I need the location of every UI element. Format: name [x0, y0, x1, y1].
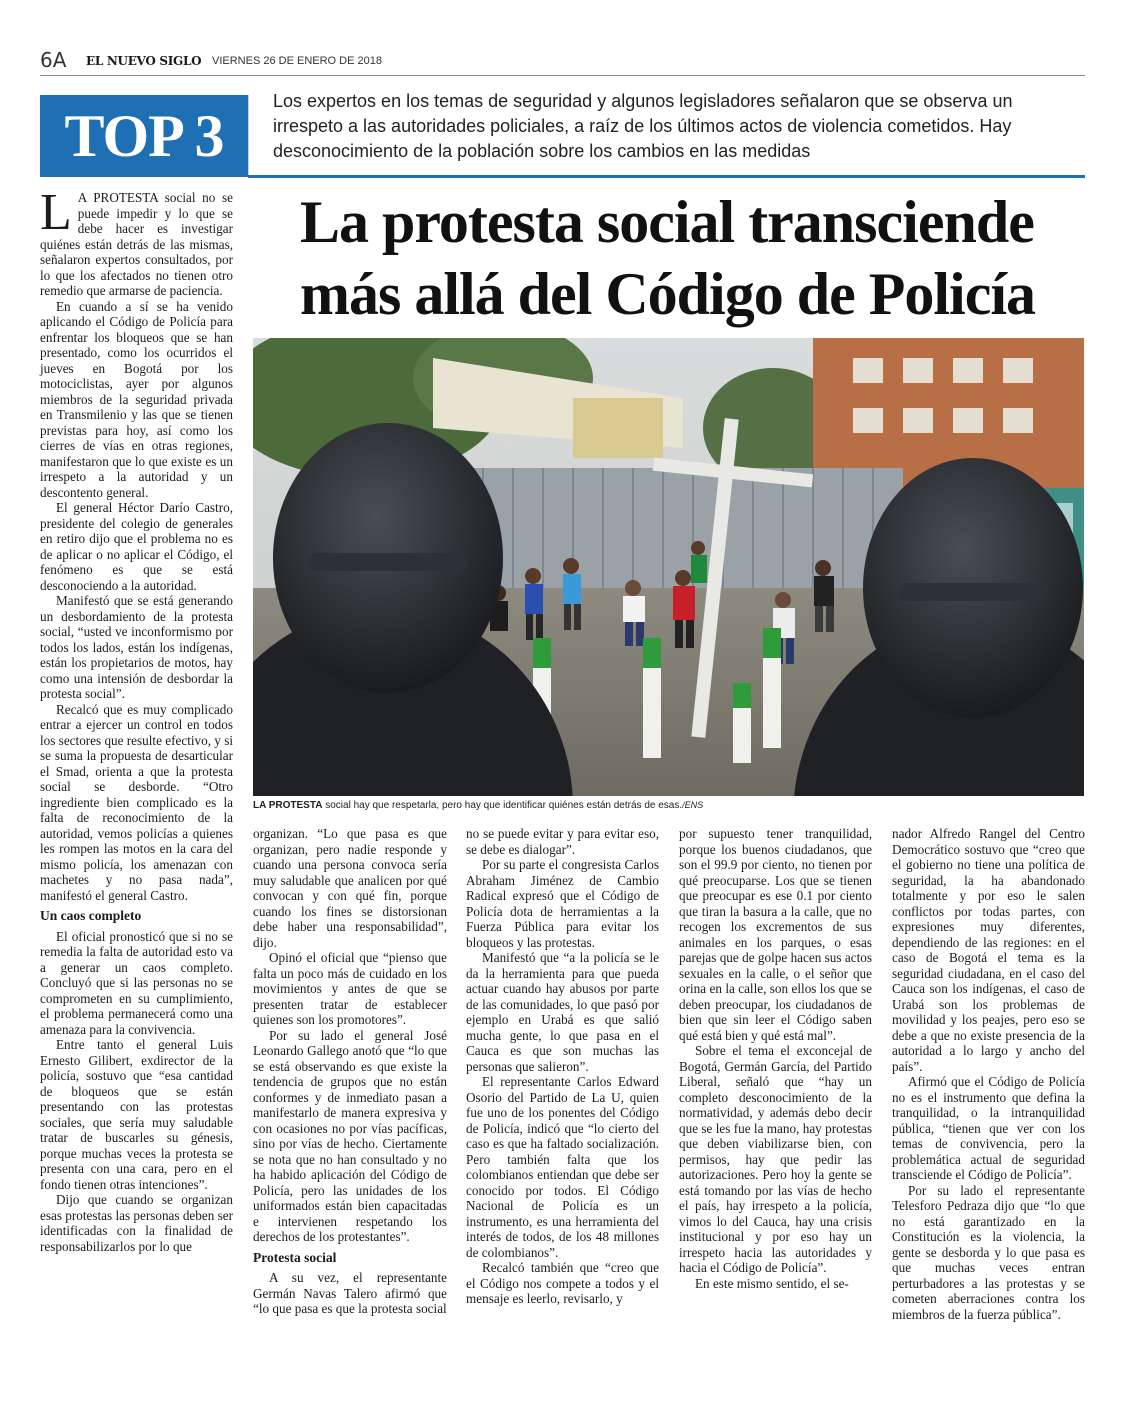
section-label: TOP 3 — [40, 95, 248, 177]
article-paragraph: El general Héctor Darío Castro, presidente del colegio de generales en retiro dijo que el problema no es de aplicar o no aplicar el Código, el fenómeno es que se está desconociendo a la autoridad. — [40, 500, 233, 593]
article-lead-paragraph: L A PROTESTA social no se puede impedir y lo que se debe hacer es investigar quiénes están detrás de las mismas, señalaron expertos consultados, por lo que los afectados no tienen otro remedio que armarse de paciencia. — [40, 184, 233, 298]
article-paragraph: Sobre el tema el exconcejal de Bogotá, Germán García, del Partido Liberal, señaló que “hay un completo desconocimiento de la normatividad, y además debo decir que se les fue la mano, hay protestas que deben viabilizarse bien, con permisos, hay que pedir las autorizaciones. Pero hoy la gente se está tomando por las vías de hecho el país, hay irrespeto a la policía, vimos lo del Cauca, hay una crisis institucional y por eso hay un irrespeto hacia las autoridades y hacia el Código de Policía”. — [679, 1043, 872, 1275]
article-paragraph: Por su lado el representante Telesforo Pedraza dijo que “lo que no está garantizado en la Constitución es la violencia, la gente se desborda y lo que pasa es que muchas veces entran perturbadores a las protestas y se cometen aberraciones contra los miembros de la fuerza pública”. — [892, 1182, 1085, 1322]
issue-date: VIERNES 26 DE ENERO DE 2018 — [212, 55, 382, 67]
headline-line-2: más allá del Código de Policía — [300, 261, 1035, 327]
article-paragraph: Dijo que cuando se organizan esas protestas las personas deben ser identificadas con la finalidad de responsabilizarlos por lo que — [40, 1192, 233, 1254]
article-paragraph: Recalcó que es muy complicado entrar a ejercer un control en todos los sectores que resulte efectivo, y si se suma la propuesta de desarticular el Smad, orienta a que la protesta social se desborde. “Otro ingrediente bien complicado es la falta de reconocimiento de la autoridad, vemos policías a quienes les rompen las motos en la cara del mismo policía, los amenazan con machetes y no pasa nada”, manifestó el general Castro. — [40, 701, 233, 903]
article-paragraph: A su vez, el representante Germán Navas Talero afirmó que “lo que pasa es que la protesta social — [253, 1270, 447, 1316]
article-paragraph: Manifestó que “a la policía se le da la herramienta para que pueda actuar cuando hay abusos por parte de las comunidades, lo que pasó por ejemplo en Urabá es que salió mucha gente, lo que pasa en el Cauca es que son muchas las personas que salieron”. — [466, 950, 659, 1074]
article-paragraph: Por su parte el congresista Carlos Abraham Jiménez de Cambio Radical expresó que el Código de Policía dota de herramientas a la Fuerza Pública para evitar los bloqueos y las protestas. — [466, 857, 659, 950]
article-column-4 — [679, 826, 872, 1291]
kicker-divider — [248, 95, 249, 177]
drop-cap: L — [40, 184, 72, 241]
article-paragraph: En cuando a sí se ha venido aplicando el Código de Policía para enfrentar los bloqueos que se han presentado, como los ocurridos el jueves en Bogotá por los motociclistas, ayer por algunos miembros de la seguridad privada en Transmilenio y las que se tienen previstas para hoy, así como los cierres de vías en otras regiones, manifestaron que lo que existe es un irrespeto a la autoridad y un descontento general. — [40, 298, 233, 500]
article-paragraph: organizan. “Lo que pasa es que organizan, pero nadie responde y cuando una persona convoca sería muy saludable que analicen por qué convocan y con qué fin, porque cuando los fines se distorsionan debe haber una responsabilidad”, dijo. — [253, 826, 447, 950]
page-number: 6A — [40, 48, 67, 72]
photo-caption — [253, 800, 1084, 811]
caption-lead: LA PROTESTA — [253, 800, 323, 811]
subheading-protesta-social: Protesta social — [253, 1249, 337, 1265]
article-paragraph: Opinó el oficial que “pienso que falta un poco más de cuidado en los movimientos y antes de que se presenten tratar de establecer quienes son los promotores”. — [253, 950, 447, 1027]
kicker-summary: Los expertos en los temas de seguridad y algunos legisladores señalaron que se observa un irrespeto a las autoridades policiales, a raíz de los últimos actos de violencia cometidos. Hay desconocimiento de la población sobre los cambios en las medidas — [273, 91, 1013, 161]
article-paragraph: Recalcó también que “creo que el Código nos compete a todos y el mensaje es leerlo, revisarlo, y — [466, 1260, 659, 1306]
article-column-3 — [466, 826, 659, 1307]
article-paragraph: El representante Carlos Edward Osorio del Partido de La U, quien fue uno de los ponentes del Código de Policía, indicó que “lo cierto del caso es que ha faltado socialización. Pero también falta que los colombianos entiendan que debe ser conocido por todos. El Código Nacional de Policía es un instrumento, es una herramienta del interés de todos, de los 48 millones de colombianos”. — [466, 1074, 659, 1260]
article-paragraph: Entre tanto el general Luis Ernesto Gilibert, exdirector de la policía, sostuvo que “esa cantidad de bloqueos que se están presentando con las protestas sociales, que sería muy saludable tratar de buscarles su génesis, porque muchas veces la protesta se presenta con una cara, pero en el fondo tienen otras intenciones”. — [40, 1037, 233, 1192]
article-paragraph: Afirmó que el Código de Policía no es el instrumento que defina la tranquilidad, o la intranquilidad pública, “tienen que ver con los temas de convivencia, pero la problemática actual de seguridad transciende el Código de Policía”. — [892, 1074, 1085, 1182]
article-paragraph: Por su lado el general José Leonardo Gallego anotó que “lo que se está observando es que existe la tendencia de grupos que no están conformes y de inmediato pasan a manifestarlo de manera expresiva y con ocasiones no por vías pacíficas, sino por vías de hecho. Ciertamente se nota que no han consultado y no ha habido aplicación del Código de Policía, pero las unidades de los uniformados están bien capacitadas e intervienen respetando los derechos de los protestantes”. — [253, 1027, 447, 1244]
article-paragraph: En este mismo sentido, el se- — [695, 1275, 849, 1291]
protest-scene-illustration — [253, 338, 1084, 796]
article-paragraph: Manifestó que se está generando un desbordamiento de la protesta social, “usted ve inconformismo por todos los lados, están los indígenas, están los propietarios de motos, hay como una intensión de desbordar la protesta social”. — [40, 593, 233, 701]
caption-text: social hay que respetarla, pero hay que identificar quiénes están detrás de esas. — [322, 800, 683, 811]
subheading-caos-completo: Un caos completo — [40, 908, 142, 923]
article-paragraph: nador Alfredo Rangel del Centro Democrático sostuvo que “creo que el gobierno no tiene una política de seguridad, la ha abandonado totalmente y por eso le salen conflictos por todas partes, con expresiones muy diferentes, dependiendo de las regiones: en el caso de Bogotá el tema es la seguridad ciudadana, en el caso del Cauca son los indígenas, el caso de Urabá son los problemas de movilidad y los peajes, pero eso se debe a que no existe presencia de la autoridad a lo largo y ancho del país”. — [892, 826, 1085, 1074]
article-paragraph: El oficial pronosticó que si no se remedia la falta de autoridad esto va a generar un caos completo. Concluyó que si las personas no se comprometen en su cumplimiento, el problema permanecerá como una amenaza para la convivencia. — [40, 928, 233, 1037]
article-column-1 — [40, 184, 233, 1254]
newspaper-name: EL NUEVO SIGLO — [86, 54, 202, 68]
article-paragraph: por supuesto tener tranquilidad, porque los buenos ciudadanos, que son el 99.9 por ciento, no tienen por qué preocuparse. Los que se tienen que preocupar es ese 0.1 por ciento que tiran la basura a la calle, que no recogen los excrementos de sus animales en los parques, o esas parejas que de golpe hacen sus actos sexuales en la calle, o el señor que orina en la calle, son ellos los que se deben preocupar, los ciudadanos de bien que sin leer el Código saben qué está bien y qué está mal”. — [679, 826, 872, 1043]
photo-credit: /ENS — [682, 800, 704, 810]
headline — [300, 186, 1085, 330]
page-folio — [40, 48, 1085, 76]
article-column-2 — [253, 826, 447, 1317]
kicker-rule — [248, 175, 1085, 178]
article-column-5 — [892, 826, 1085, 1322]
article-paragraph: no se puede evitar y para evitar eso, se debe es dialogar”. — [466, 826, 659, 857]
news-photo — [253, 338, 1084, 796]
headline-line-1: La protesta social transciende — [300, 189, 1034, 255]
